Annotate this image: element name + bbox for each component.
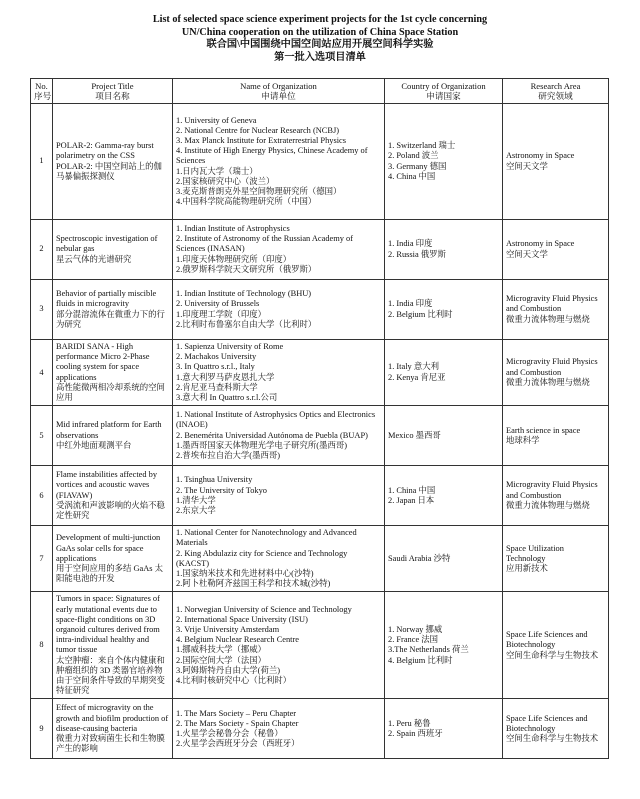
- cell-organization-line: 2.俄罗斯科学院天文研究所（俄罗斯）: [176, 264, 317, 274]
- cell-research-area-line: 地球科学: [506, 435, 540, 445]
- cell-organization: [173, 340, 385, 406]
- cell-research-area-line: Microgravity Fluid Physics and Combustion: [506, 480, 598, 500]
- cell-project-title-line: POLAR-2: Gamma-ray burst polarimetry on the CSS: [56, 141, 154, 161]
- cell-organization-line: 2. The Mars Society - Spain Chapter: [176, 718, 299, 728]
- cell-research-area-line: Microgravity Fluid Physics and Combustion: [506, 294, 598, 314]
- cell-organization-line: 3.意大利 In Quattro s.r.l.公司: [176, 393, 278, 403]
- cell-organization-line: 4.比利时核研究中心（比利时）: [176, 676, 292, 686]
- cell-organization-line: 2.国际空间大学（法国）: [176, 655, 267, 665]
- cell-country-line: 1. China 中国: [388, 485, 436, 495]
- table-row: [31, 466, 609, 526]
- cell-organization: [173, 466, 385, 526]
- title-line-3: 联合国\中国围绕中国空间站应用开展空间科学实验: [206, 39, 434, 51]
- cell-organization-line: 2.肯尼亚马查科斯大学: [176, 382, 258, 392]
- cell-country-line: Saudi Arabia 沙特: [388, 553, 451, 563]
- cell-country-line: 3. Germany 德国: [388, 161, 447, 171]
- cell-organization-line: 3. In Quattro s.r.l., Italy: [176, 362, 255, 372]
- cell-organization-line: 2.火星学会西班牙分会（西班牙）: [176, 739, 300, 749]
- cell-organization-line: 2. King Abdulaziz city for Science and Technology (KACST): [176, 548, 348, 568]
- cell-organization-line: 1. Indian Institute of Technology (BHU): [176, 289, 312, 299]
- cell-country-line: 2. Belgium 比利时: [388, 309, 453, 319]
- cell-organization-line: 1. Sapienza University of Rome: [176, 342, 284, 351]
- cell-organization-line: 2. University of Brussels: [176, 299, 260, 309]
- cell-organization-line: 2.比利时布鲁塞尔自由大学（比利时）: [176, 319, 317, 329]
- cell-organization-line: 1.意大利罗马萨皮恩扎大学: [176, 372, 275, 382]
- cell-no: 7: [31, 526, 53, 592]
- cell-organization-line: 1.火星学会秘鲁分会（秘鲁）: [176, 728, 283, 738]
- cell-country-line: 4. China 中国: [388, 171, 436, 181]
- cell-organization-line: 2. National Centre for Nuclear Research (NCBJ): [176, 125, 340, 135]
- cell-project-title-line: Spectroscopic investigation of nebular gas: [56, 234, 158, 254]
- cell-organization: [173, 699, 385, 759]
- cell-project-title: [53, 526, 173, 592]
- title-line-1: List of selected space science experiment projects for the 1st cycle concerning: [152, 14, 488, 25]
- cell-country: [385, 526, 503, 592]
- cell-organization-line: 3.麦克斯普朗克外星空间物理研究所（德国）: [176, 187, 342, 196]
- header-research-area: Research Area 研究领域: [503, 79, 609, 104]
- cell-research-area: [503, 280, 609, 340]
- cell-research-area-line: Microgravity Fluid Physics and Combustion: [506, 357, 598, 377]
- cell-organization-line: 3. Vrije University Amsterdam: [176, 625, 280, 635]
- cell-project-title: [53, 220, 173, 280]
- cell-no: 8: [31, 592, 53, 699]
- table-row: [31, 699, 609, 759]
- cell-organization-line: 1.日内瓦大学（瑞士）: [176, 166, 258, 176]
- cell-organization-line: 2.国家核研究中心（波兰）: [176, 176, 275, 186]
- cell-organization-line: 1.墨西哥国家天体物理光学电子研究所(墨西哥): [176, 440, 347, 450]
- cell-project-title-line: Development of multi-junction GaAs solar cells for space applications: [56, 533, 161, 563]
- cell-country: [385, 466, 503, 526]
- cell-country: [385, 220, 503, 280]
- cell-project-title-line: Mid infrared platform for Earth observations: [56, 420, 162, 440]
- cell-organization-line: 1. Tsinghua University: [176, 475, 253, 485]
- cell-research-area: [503, 466, 609, 526]
- cell-project-title: [53, 406, 173, 466]
- cell-research-area-line: 微重力流体物理与燃烧: [506, 377, 590, 387]
- cell-research-area-line: Space Life Sciences and Biotechnology: [506, 630, 588, 650]
- header-project-title: Project Title 项目名称: [53, 79, 173, 104]
- cell-research-area-line: Earth science in space: [506, 425, 581, 435]
- cell-country-line: 1. Peru 秘鲁: [388, 718, 431, 728]
- cell-organization-line: 4. Institute of High Energy Physics, Chinese Academy of Sciences: [176, 146, 368, 166]
- cell-project-title-line: Flame instabilities affected by vortices and acoustic waves (FIAVAW): [56, 470, 158, 500]
- cell-project-title-line: 星云气体的光谱研究: [56, 254, 132, 264]
- table-row: [31, 104, 609, 220]
- cell-organization-line: 1.清华大学: [176, 495, 216, 505]
- cell-research-area: [503, 104, 609, 220]
- cell-organization-line: 2.东京大学: [176, 505, 216, 515]
- cell-no: 6: [31, 466, 53, 526]
- projects-table: [30, 78, 609, 759]
- cell-organization-line: 2. Machakos University: [176, 352, 257, 362]
- table-row: [31, 406, 609, 466]
- cell-country-line: 1. Italy 意大利: [388, 362, 439, 372]
- cell-no: 4: [31, 340, 53, 406]
- cell-organization: [173, 406, 385, 466]
- table-header-row: [31, 79, 609, 104]
- cell-research-area-line: 微重力流体物理与燃烧: [506, 314, 590, 324]
- cell-country-line: 1. Norway 挪威: [388, 625, 443, 635]
- cell-organization-line: 1. National Institute of Astrophysics Optics and Electronics (INAOE): [176, 410, 376, 430]
- cell-project-title-line: Tumors in space: Signatures of early mutational events due to space-flight conditions on 3D organoid cultures derived from intra-individual healthy and tumor tissue: [56, 594, 160, 655]
- cell-research-area: [503, 592, 609, 699]
- cell-project-title-line: 太空肿瘤：来自个体内健康和肿瘤组织的 3D 类器官培养物由于空间条件导致的早期突变特征研究: [56, 655, 165, 696]
- cell-research-area-line: 应用新技术: [506, 563, 548, 573]
- cell-project-title-line: Effect of microgravity on the growth and biofilm production of disease-causing bacteria: [56, 703, 169, 733]
- cell-project-title-line: BARIDI SANA - High performance Micro 2-Phase cooling system for space applications: [56, 342, 150, 382]
- cell-country-line: 2. Poland 波兰: [388, 151, 439, 161]
- cell-research-area: [503, 699, 609, 759]
- cell-project-title: [53, 466, 173, 526]
- cell-country-line: 2. Russia 俄罗斯: [388, 249, 446, 259]
- cell-organization-line: 2. International Space University (ISU): [176, 614, 308, 624]
- cell-country-line: 1. India 印度: [388, 239, 433, 249]
- cell-organization-line: 3.阿姆斯特丹自由大学(荷兰): [176, 665, 280, 675]
- cell-country-line: 2. France 法国: [388, 635, 439, 645]
- table-row: [31, 280, 609, 340]
- cell-research-area-line: 空间生命科学与生物技术: [506, 650, 599, 660]
- cell-organization-line: 4.中国科学院高能物理研究所（中国）: [176, 197, 317, 207]
- cell-research-area-line: Space Utilization Technology: [506, 543, 564, 563]
- cell-organization-line: 1. University of Geneva: [176, 115, 257, 125]
- header-no: No. 序号: [31, 79, 53, 104]
- cell-country: [385, 340, 503, 406]
- cell-no: 5: [31, 406, 53, 466]
- cell-country-line: Mexico 墨西哥: [388, 430, 441, 440]
- cell-organization-line: 1. National Center for Nanotechnology and Advanced Materials: [176, 528, 357, 548]
- cell-organization-line: 1. Indian Institute of Astrophysics: [176, 223, 290, 233]
- cell-organization-line: 1. The Mars Society – Peru Chapter: [176, 708, 297, 718]
- cell-no: 2: [31, 220, 53, 280]
- cell-project-title-line: 高性能微两相冷却系统的空间应用: [56, 382, 165, 403]
- table-row: [31, 592, 609, 699]
- cell-research-area: [503, 406, 609, 466]
- title-line-2: UN/China cooperation on the utilization of China Space Station: [181, 26, 459, 38]
- cell-project-title: [53, 592, 173, 699]
- cell-research-area: [503, 526, 609, 592]
- table-row: [31, 526, 609, 592]
- cell-project-title-line: 微重力对致病菌生长和生物膜产生的影响: [56, 734, 165, 754]
- cell-country-line: 3.The Netherlands 荷兰: [388, 645, 469, 655]
- cell-research-area-line: Astronomy in Space: [506, 239, 575, 249]
- cell-country: [385, 406, 503, 466]
- cell-project-title: [53, 340, 173, 406]
- cell-project-title: [53, 280, 173, 340]
- cell-research-area-line: Space Life Sciences and Biotechnology: [506, 713, 588, 733]
- table-row: [31, 340, 609, 406]
- cell-project-title-line: 受涡流和声波影响的火焰不稳定性研究: [56, 500, 165, 521]
- cell-research-area-line: 空间天文学: [506, 161, 548, 171]
- cell-research-area-line: 微重力流体物理与燃烧: [506, 500, 590, 510]
- cell-project-title-line: 部分混溶流体在微重力下的行为研究: [56, 309, 165, 329]
- cell-organization-line: 1.印度天体物理研究所（印度）: [176, 254, 292, 264]
- cell-organization-line: 4. Belgium Nuclear Research Centre: [176, 635, 300, 645]
- title-line-4: 第一批入选项目清单: [274, 51, 366, 63]
- cell-country-line: 2. Japan 日本: [388, 495, 435, 505]
- cell-project-title: [53, 104, 173, 220]
- cell-research-area-line: Astronomy in Space: [506, 151, 575, 161]
- cell-project-title-line: Behavior of partially miscible fluids in microgravity: [56, 289, 157, 309]
- cell-country-line: 2. Spain 西班牙: [388, 728, 443, 738]
- cell-research-area-line: 空间生命科学与生物技术: [506, 734, 599, 744]
- cell-organization-line: 2. Institute of Astronomy of the Russian Academy of Sciences (INASAN): [176, 234, 354, 254]
- cell-project-title: [53, 699, 173, 759]
- cell-no: 1: [31, 104, 53, 220]
- cell-project-title-line: POLAR-2: 中国空间站上的伽马暴偏振探测仪: [56, 161, 162, 181]
- cell-organization-line: 2. The University of Tokyo: [176, 485, 267, 495]
- cell-project-title-line: 中红外地面观测平台: [56, 440, 132, 450]
- cell-country: [385, 699, 503, 759]
- cell-country: [385, 280, 503, 340]
- cell-country-line: 1. Switzerland 瑞士: [388, 141, 456, 151]
- cell-organization-line: 3. Max Planck Institute for Extraterrestrial Physics: [176, 135, 347, 145]
- cell-organization-line: 1.印度理工学院（印度）: [176, 309, 267, 319]
- cell-organization: [173, 220, 385, 280]
- document-title: [0, 0, 640, 64]
- cell-organization-line: 1.国家纳米技术和先进材料中心(沙特): [176, 569, 314, 579]
- cell-project-title-line: 用于空间应用的多结 GaAs 太阳能电池的开发: [56, 563, 164, 584]
- cell-research-area: [503, 220, 609, 280]
- cell-organization: [173, 280, 385, 340]
- cell-research-area-line: 空间天文学: [506, 249, 548, 259]
- cell-organization-line: 1.挪威科技大学（挪威）: [176, 645, 267, 655]
- cell-country-line: 4. Belgium 比利时: [388, 655, 453, 665]
- cell-no: 3: [31, 280, 53, 340]
- cell-country: [385, 104, 503, 220]
- cell-organization-line: 2. Benemérita Universidad Autónoma de Puebla (BUAP): [176, 430, 368, 440]
- cell-organization-line: 2.阿卜杜勒阿齐兹国王科学和技术城(沙特): [176, 579, 331, 589]
- cell-organization-line: 2.普埃布拉自治大学(墨西哥): [176, 451, 280, 461]
- cell-country: [385, 592, 503, 699]
- cell-organization: [173, 592, 385, 699]
- cell-country-line: 1. India 印度: [388, 299, 433, 309]
- table-row: [31, 220, 609, 280]
- cell-country-line: 2. Kenya 肯尼亚: [388, 372, 446, 382]
- cell-no: 9: [31, 699, 53, 759]
- header-organization: Name of Organization 申请单位: [173, 79, 385, 104]
- cell-research-area: [503, 340, 609, 406]
- cell-organization: [173, 526, 385, 592]
- header-country: Country of Organization 申请国家: [385, 79, 503, 104]
- cell-organization-line: 1. Norwegian University of Science and Technology: [176, 604, 352, 614]
- cell-organization: [173, 104, 385, 220]
